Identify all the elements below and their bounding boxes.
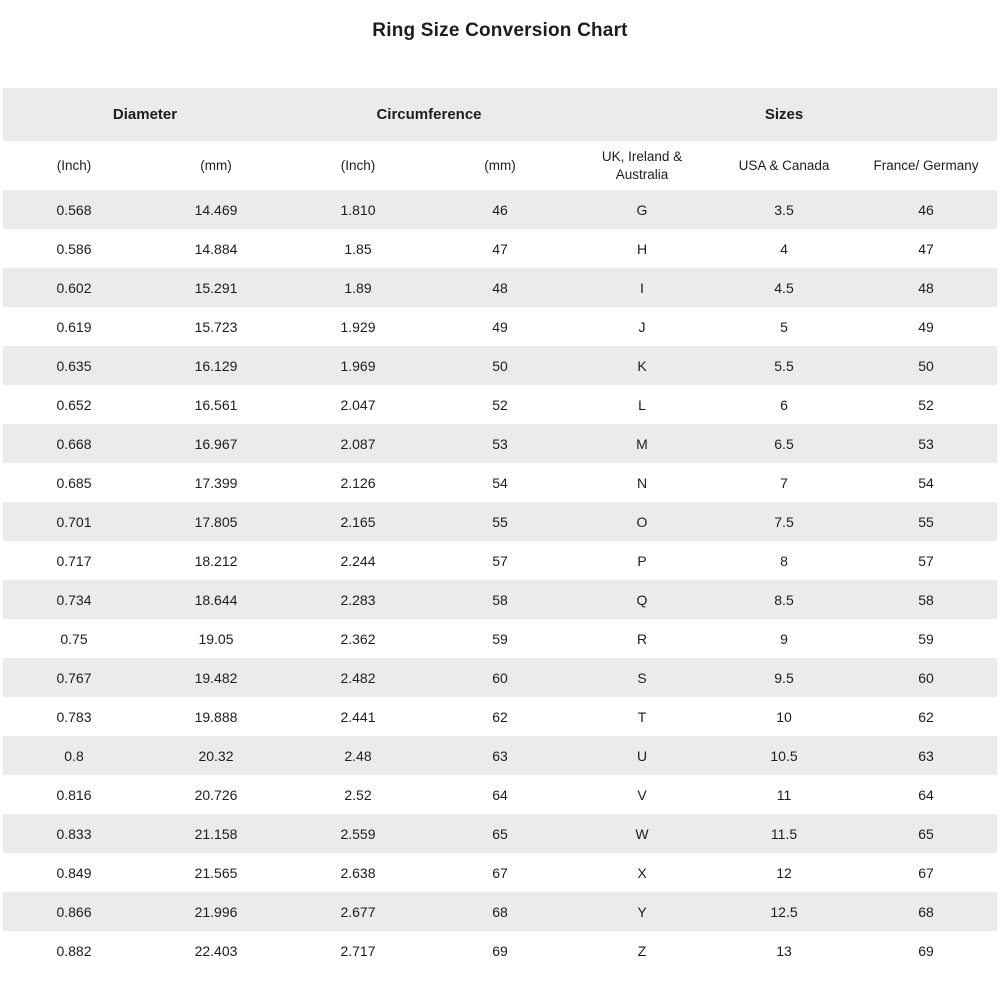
table-cell: 20.32 xyxy=(198,747,234,764)
table-cell: J xyxy=(638,318,646,335)
table-cell: 4.5 xyxy=(774,279,794,296)
table-cell: 9.5 xyxy=(774,669,794,686)
table-cell: 19.888 xyxy=(194,708,238,725)
table-cell: 9 xyxy=(780,630,788,647)
table-cell: 2.638 xyxy=(340,864,376,881)
table-cell: 2.482 xyxy=(340,669,376,686)
table-cell: 0.767 xyxy=(56,669,92,686)
group-header-diameter: Diameter xyxy=(3,88,287,141)
column-header-diameter-inch: (Inch) xyxy=(3,141,145,190)
table-cell: 17.399 xyxy=(194,474,238,491)
table-cell: 0.701 xyxy=(56,513,92,530)
table-cell: 20.726 xyxy=(194,786,238,803)
table-cell: 53 xyxy=(918,435,934,452)
column-header-uk-ireland-australia: UK, Ireland & Australia xyxy=(571,141,713,190)
table-cell: 52 xyxy=(492,396,508,413)
table-cell: 60 xyxy=(492,669,508,686)
table-cell: 16.129 xyxy=(194,357,238,374)
table-cell: 49 xyxy=(918,318,934,335)
table-cell: R xyxy=(636,630,648,647)
table-cell: 1.89 xyxy=(344,279,372,296)
table-row xyxy=(3,541,997,580)
table-row xyxy=(3,619,997,658)
table-cell: L xyxy=(638,396,646,413)
column-header-diameter-mm: (mm) xyxy=(145,141,287,190)
table-cell: 65 xyxy=(918,825,934,842)
column-header-usa-canada: USA & Canada xyxy=(713,141,855,190)
table-cell: 15.723 xyxy=(194,318,238,335)
table-cell: 0.816 xyxy=(56,786,92,803)
table-row xyxy=(3,190,997,229)
table-row xyxy=(3,346,997,385)
table-cell: 7 xyxy=(780,474,788,491)
table-cell: 16.561 xyxy=(194,396,238,413)
table-cell: 0.8 xyxy=(64,747,84,764)
table-cell: Y xyxy=(637,903,647,920)
table-cell: 59 xyxy=(918,630,934,647)
table-cell: 19.482 xyxy=(194,669,238,686)
table-cell: 69 xyxy=(492,942,508,959)
column-header-row xyxy=(3,141,997,190)
table-cell: 49 xyxy=(492,318,508,335)
table-cell: 0.652 xyxy=(56,396,92,413)
table-cell: 0.568 xyxy=(56,201,92,218)
table-cell: 64 xyxy=(918,786,934,803)
table-cell: 57 xyxy=(492,552,508,569)
group-header-row xyxy=(3,88,997,141)
table-cell: 2.717 xyxy=(340,942,376,959)
table-cell: 21.996 xyxy=(194,903,238,920)
table-cell: 59 xyxy=(492,630,508,647)
table-cell: 58 xyxy=(918,591,934,608)
table-cell: 22.403 xyxy=(194,942,238,959)
table-row xyxy=(3,931,997,970)
table-cell: 65 xyxy=(492,825,508,842)
table-cell: P xyxy=(637,552,647,569)
table-cell: 2.677 xyxy=(340,903,376,920)
table-cell: 0.717 xyxy=(56,552,92,569)
table-cell: 11 xyxy=(776,786,792,803)
column-header-circumference-inch: (Inch) xyxy=(287,141,429,190)
table-cell: 55 xyxy=(492,513,508,530)
table-cell: N xyxy=(636,474,648,491)
table-cell: 48 xyxy=(492,279,508,296)
table-cell: 1.810 xyxy=(340,201,376,218)
table-row xyxy=(3,814,997,853)
table-cell: 50 xyxy=(492,357,508,374)
table-cell: 0.75 xyxy=(60,630,88,647)
table-cell: 54 xyxy=(918,474,934,491)
table-cell: 57 xyxy=(918,552,934,569)
ring-size-table xyxy=(3,88,997,970)
table-row xyxy=(3,775,997,814)
table-cell: 16.967 xyxy=(194,435,238,452)
table-cell: H xyxy=(636,240,648,257)
table-cell: 69 xyxy=(918,942,934,959)
table-cell: K xyxy=(637,357,647,374)
table-cell: T xyxy=(637,708,647,725)
table-cell: 1.85 xyxy=(344,240,372,257)
table-cell: Q xyxy=(636,591,648,608)
table-cell: 19.05 xyxy=(198,630,234,647)
table-cell: 2.165 xyxy=(340,513,376,530)
table-cell: 15.291 xyxy=(194,279,238,296)
table-cell: 12 xyxy=(776,864,792,881)
table-cell: M xyxy=(636,435,648,452)
table-cell: 6.5 xyxy=(774,435,794,452)
table-cell: 53 xyxy=(492,435,508,452)
table-cell: I xyxy=(640,279,644,296)
table-cell: 4 xyxy=(780,240,788,257)
table-cell: 14.884 xyxy=(194,240,238,257)
table-cell: 46 xyxy=(918,201,934,218)
table-cell: 63 xyxy=(918,747,934,764)
table-cell: 68 xyxy=(492,903,508,920)
table-row xyxy=(3,658,997,697)
table-cell: V xyxy=(637,786,647,803)
table-cell: 18.212 xyxy=(194,552,238,569)
table-row xyxy=(3,307,997,346)
table-cell: 14.469 xyxy=(194,201,238,218)
table-row xyxy=(3,892,997,931)
table-cell: 10 xyxy=(776,708,792,725)
table-cell: 1.929 xyxy=(340,318,376,335)
table-cell: 68 xyxy=(918,903,934,920)
table-cell: 13 xyxy=(776,942,792,959)
table-cell: 60 xyxy=(918,669,934,686)
table-cell: 0.635 xyxy=(56,357,92,374)
table-cell: X xyxy=(637,864,647,881)
table-cell: 52 xyxy=(918,396,934,413)
table-cell: 6 xyxy=(780,396,788,413)
table-cell: 47 xyxy=(492,240,508,257)
table-cell: 3.5 xyxy=(774,201,794,218)
column-header-france-germany: France/ Germany xyxy=(855,141,997,190)
page-title: Ring Size Conversion Chart xyxy=(372,20,628,41)
table-cell: 21.565 xyxy=(194,864,238,881)
table-cell: U xyxy=(636,747,648,764)
table-cell: 50 xyxy=(918,357,934,374)
group-header-circumference: Circumference xyxy=(287,88,571,141)
table-cell: 64 xyxy=(492,786,508,803)
table-cell: 0.783 xyxy=(56,708,92,725)
table-row xyxy=(3,268,997,307)
table-cell: 8 xyxy=(780,552,788,569)
group-header-sizes: Sizes xyxy=(571,88,997,141)
table-cell: 21.158 xyxy=(194,825,238,842)
table-cell: 54 xyxy=(492,474,508,491)
table-cell: 67 xyxy=(918,864,934,881)
table-cell: 2.126 xyxy=(340,474,376,491)
table-cell: 5 xyxy=(780,318,788,335)
table-cell: 18.644 xyxy=(194,591,238,608)
table-cell: 0.586 xyxy=(56,240,92,257)
table-cell: 0.849 xyxy=(56,864,92,881)
table-cell: 55 xyxy=(918,513,934,530)
table-cell: 2.559 xyxy=(340,825,376,842)
table-cell: 5.5 xyxy=(774,357,794,374)
table-cell: 2.047 xyxy=(340,396,376,413)
table-cell: 0.602 xyxy=(56,279,92,296)
table-row xyxy=(3,463,997,502)
table-cell: 17.805 xyxy=(194,513,238,530)
table-cell: 48 xyxy=(918,279,934,296)
table-cell: 46 xyxy=(492,201,508,218)
table-row xyxy=(3,736,997,775)
table-cell: 0.619 xyxy=(56,318,92,335)
table-cell: 62 xyxy=(918,708,934,725)
table-cell: 2.441 xyxy=(340,708,376,725)
table-cell: Z xyxy=(637,942,647,959)
table-row xyxy=(3,229,997,268)
table-cell: 0.866 xyxy=(56,903,92,920)
table-cell: 58 xyxy=(492,591,508,608)
table-cell: 62 xyxy=(492,708,508,725)
table-cell: 2.362 xyxy=(340,630,376,647)
table-cell: S xyxy=(637,669,647,686)
table-cell: 12.5 xyxy=(770,903,798,920)
table-cell: 1.969 xyxy=(340,357,376,374)
table-cell: 2.52 xyxy=(344,786,372,803)
table-cell: 63 xyxy=(492,747,508,764)
table-row xyxy=(3,853,997,892)
table-row xyxy=(3,424,997,463)
table-row xyxy=(3,385,997,424)
table-cell: W xyxy=(635,825,649,842)
table-cell: O xyxy=(636,513,648,530)
table-row xyxy=(3,502,997,541)
table-cell: G xyxy=(636,201,648,218)
table-row xyxy=(3,580,997,619)
table-cell: 47 xyxy=(918,240,934,257)
table-body xyxy=(3,190,997,970)
table-cell: 0.685 xyxy=(56,474,92,491)
table-cell: 2.244 xyxy=(340,552,376,569)
table-cell: 8.5 xyxy=(774,591,794,608)
table-row xyxy=(3,697,997,736)
table-cell: 2.48 xyxy=(344,747,372,764)
table-cell: 0.833 xyxy=(56,825,92,842)
table-cell: 2.283 xyxy=(340,591,376,608)
table-cell: 2.087 xyxy=(340,435,376,452)
column-header-circumference-mm: (mm) xyxy=(429,141,571,190)
table-cell: 11.5 xyxy=(770,825,798,842)
table-cell: 7.5 xyxy=(774,513,794,530)
table-cell: 0.882 xyxy=(56,942,92,959)
table-cell: 0.668 xyxy=(56,435,92,452)
table-cell: 67 xyxy=(492,864,508,881)
table-cell: 0.734 xyxy=(56,591,92,608)
table-cell: 10.5 xyxy=(770,747,798,764)
